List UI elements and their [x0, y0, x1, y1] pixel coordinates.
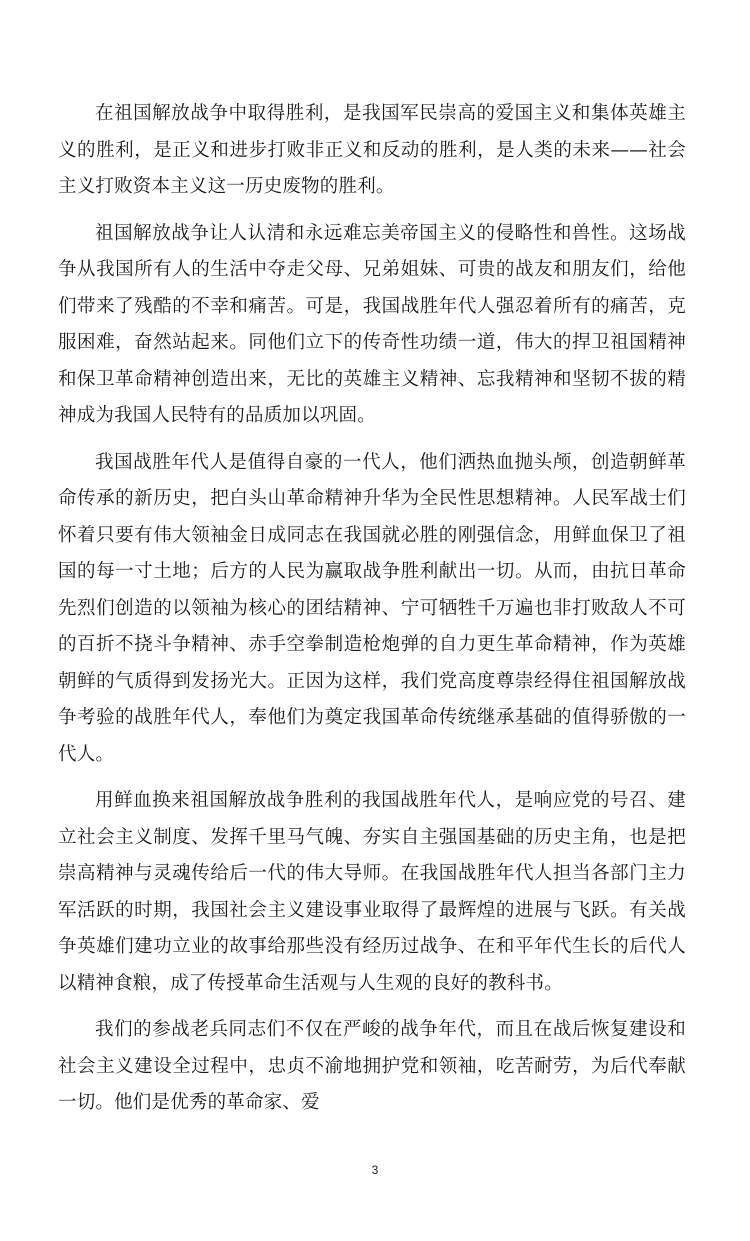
paragraph-3: 我国战胜年代人是值得自豪的一代人，他们洒热血抛头颅，创造朝鲜革命传承的新历史，把白头山革命精神升华为全民性思想精神。人民军战士们怀着只要有伟大领袖金日成同志在我国就必胜的刚强信念，用鲜血保卫了祖国的每一寸土地；后方的人民为赢取战争胜利献出一切。从而，由抗日革命先烈们创造的以领袖为核心的团结精神、宁可牺牲千万遍也非打败敌人不可的百折不挠斗争精神、赤手空拳制造枪炮弹的自力更生革命精神，作为英雄朝鲜的气质得到发扬光大。正因为这样，我们党高度尊崇经得住祖国解放战争考验的战胜年代人，奉他们为奠定我国革命传统继承基础的值得骄傲的一代人。 [58, 451, 686, 765]
page-number: 3 [371, 1163, 379, 1177]
paragraph-4: 用鲜血换来祖国解放战争胜利的我国战胜年代人，是响应党的号召、建立社会主义制度、发挥千里马气魄、夯实自主强国基础的历史主角，也是把崇高精神与灵魂传给后一代的伟大导师。在我国战胜年代人担当各部门主力军活跃的时期，我国社会主义建设事业取得了最辉煌的进展与飞跃。有关战争英雄们建功立业的故事给那些没有经历过战争、在和平年代生长的后代人以精神食粮，成了传授革命生活观与人生观的良好的教科书。 [58, 790, 686, 994]
paragraph-1: 在祖国解放战争中取得胜利，是我国军民崇高的爱国主义和集体英雄主义的胜利，是正义和进步打败非正义和反动的胜利，是人类的未来——社会主义打败资本主义这一历史废物的胜利。 [58, 103, 686, 197]
paragraph-2: 祖国解放战争让人认清和永远难忘美帝国主义的侵略性和兽性。这场战争从我国所有人的生活中夺走父母、兄弟姐妹、可贵的战友和朋友们，给他们带来了残酷的不幸和痛苦。可是，我国战胜年代人强忍着所有的痛苦，克服困难，奋然站起来。同他们立下的传奇性功绩一道，伟大的捍卫祖国精神和保卫革命精神创造出来，无比的英雄主义精神、忘我精神和坚韧不拔的精神成为我国人民特有的品质加以巩固。 [58, 222, 686, 426]
paragraph-5: 我们的参战老兵同志们不仅在严峻的战争年代，而且在战后恢复建设和社会主义建设全过程中，忠贞不渝地拥护党和领袖，吃苦耐劳，为后代奉献一切。他们是优秀的革命家、爱 [58, 1019, 686, 1113]
body-text [58, 96, 686, 1132]
